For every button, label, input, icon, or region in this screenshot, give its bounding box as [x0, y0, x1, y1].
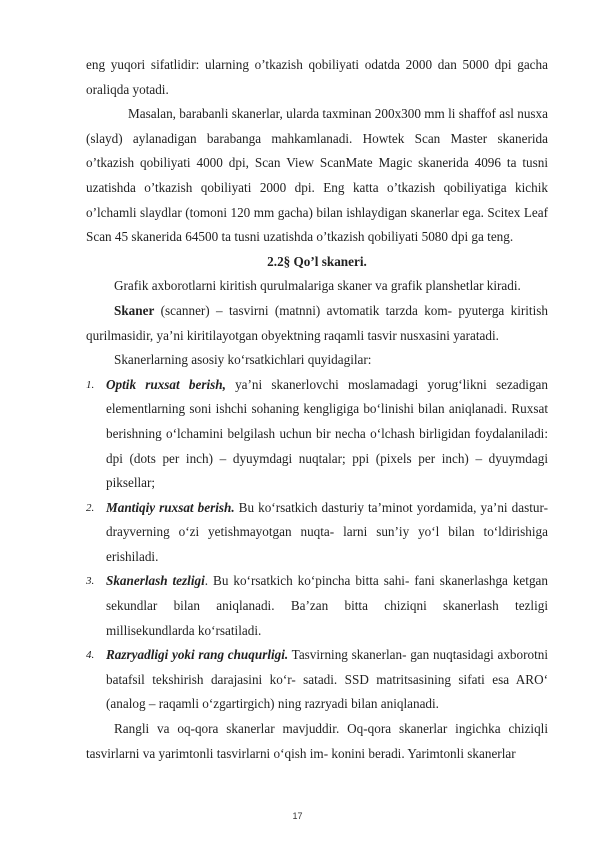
paragraph-scanner-definition	[86, 299, 548, 348]
paragraph-drum-scanners: Masalan, barabanli skanerlar, ularda taxminan 200x300 mm li shaffof asl nusxa (slayd) aylanadigan barabanga mahkamlanadi. Howtek Scan Master skanerida o’tkazish qobiliyati 4000 dpi, Scan View ScanMate Magic skanerida 4096 ta tusni uzatishda o’tkazish qobiliyati 2000 dpi. Eng katta o’tkazish qobiliyatiga kichik o’lchamli slaydlar (tomoni 120 mm gacha) bilan ishlaydigan skanerlar ega. Scitex Leaf Scan 45 skanerida 64500 ta tusni uzatishda o’tkazish qobiliyati 5080 dpi ga teng.	[86, 106, 548, 245]
criteria-number: 3.	[86, 575, 95, 588]
criteria-text: Bu ko‘rsatkich dasturiy ta’minot yordamida, ya’ni dastur-drayverning o‘zi yetishmayotgan nuqta- larni sun’iy yo‘l bilan to‘ldirishiga erishiladi.	[106, 499, 548, 564]
criteria-term: Mantiqiy ruxsat berish.	[106, 499, 235, 515]
criteria-item	[86, 643, 548, 717]
document-page	[86, 53, 548, 766]
scanner-term: Skaner	[114, 302, 155, 318]
criteria-item	[86, 496, 548, 570]
criteria-term: Razryadligi yoki rang chuqurligi.	[106, 647, 289, 663]
section-heading: 2.2§ Qo’l skaneri.	[267, 253, 367, 269]
paragraph-resolution-range: eng yuqori sifatlidir: ularning o’tkazish qobiliyati odatda 2000 dan 5000 dpi gacha oraliqda yotadi.	[86, 57, 548, 97]
criteria-item	[86, 569, 548, 643]
paragraph-input-devices: Grafik axborotlarni kiritish qurulmalariga skaner va grafik planshetlar kiradi.	[114, 278, 521, 294]
criteria-number: 1.	[86, 378, 95, 391]
paragraph-color-scanners: Rangli va oq-qora skanerlar mavjuddir. Oq-qora skanerlar ingichka chiziqli tasvirlarni va yarimtonli tasvirlarni o‘qish im- konini beradi. Yarimtonli skanerlar	[86, 721, 548, 761]
criteria-term: Skanerlash tezligi	[106, 573, 205, 589]
paragraph-criteria-intro: Skanerlarning asosiy ko‘rsatkichlari quyidagilar:	[114, 352, 372, 368]
criteria-number: 2.	[86, 501, 95, 514]
criteria-list	[86, 373, 548, 717]
scanner-definition-text: (scanner) – tasvirni (matnni) avtomatik tarzda kom- pyuterga kiritish qurilmasidir, ya’ni kiritilayotgan obyektning raqamli tasvir nusxasini yaratadi.	[86, 302, 548, 343]
criteria-text: . Bu ko‘rsatkich ko‘pincha bitta sahi- fani skanerlashga ketgan sekundlar bilan aniqlanadi. Ba’zan bitta chiziqni skanerlash tezligi millisekundlarda ko‘rsatiladi.	[106, 573, 548, 638]
criteria-item	[86, 373, 548, 496]
criteria-text: Tasvirning skanerlan- gan nuqtasidagi axborotni batafsil tekshirish darajasini ko‘r- satadi. SSD matritsasining sifati esa ARO‘ (analog – raqamli o‘zgartirgich) ning razryadi bilan aniqlanadi.	[106, 647, 549, 712]
criteria-term: Optik ruxsat berish,	[106, 376, 226, 392]
page-number: 17	[292, 811, 303, 821]
criteria-text: ya’ni skanerlovchi moslamadagi yorug‘likni sezadigan elementlarning soni ishchi sohaning kengligiga bo‘linishi bilan aniqlanadi. Ruxsat berishning o‘lchamini belgilash uchun bir necha o‘lchash birligidan foydalaniladi: dpi (dots per inch) – dyuymdagi nuqtalar; ppi (pixels per inch) – dyuymdagi piksellar;	[106, 376, 548, 491]
criteria-number: 4.	[86, 649, 95, 662]
